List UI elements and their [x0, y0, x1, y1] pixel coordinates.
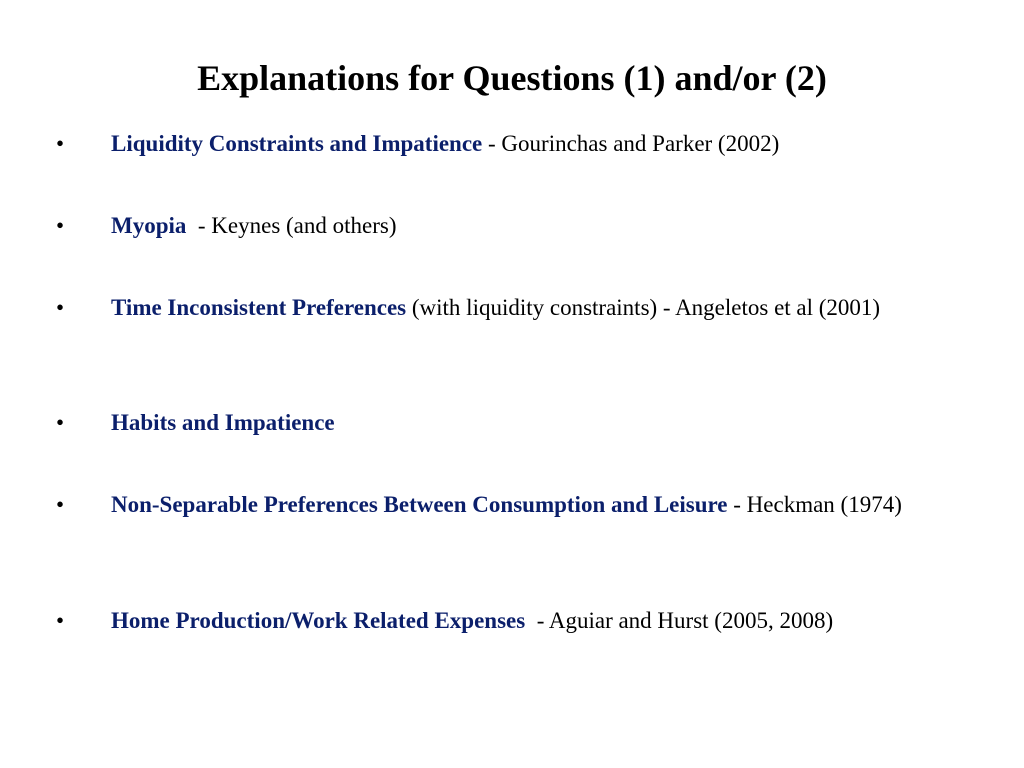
bullet-heading: Habits and Impatience — [111, 410, 335, 435]
bullet-text — [111, 407, 971, 439]
bullet-heading: Home Production/Work Related Expenses — [111, 608, 526, 633]
bullet-icon: • — [56, 410, 65, 435]
bullet-heading: Liquidity Constraints and Impatience — [111, 131, 483, 156]
bullet-text — [111, 292, 971, 324]
bullet-text — [111, 128, 971, 160]
bullet-icon: • — [56, 213, 65, 238]
bullet-text — [111, 605, 971, 637]
bullet-icon: • — [56, 295, 65, 320]
bullet-detail: - Aguiar and Hurst (2005, 2008) — [525, 608, 834, 633]
bullet-heading: Time Inconsistent Preferences — [111, 295, 407, 320]
bullet-heading: Non-Separable Preferences Between Consumption and Leisure — [111, 492, 728, 517]
bullet-icon: • — [56, 608, 65, 633]
bullet-detail: (with liquidity constraints) - Angeletos et al (2001) — [406, 295, 881, 320]
bullet-detail: - Gourinchas and Parker (2002) — [482, 131, 780, 156]
bullet-detail: - Keynes (and others) — [186, 213, 397, 238]
bullet-icon: • — [56, 492, 65, 517]
slide-title: Explanations for Questions (1) and/or (2) — [197, 58, 827, 98]
bullet-detail: - Heckman (1974) — [727, 492, 902, 517]
bullet-text — [111, 210, 971, 242]
bullet-text — [111, 489, 971, 521]
bullet-heading: Myopia — [111, 213, 187, 238]
bullet-icon: • — [56, 131, 65, 156]
